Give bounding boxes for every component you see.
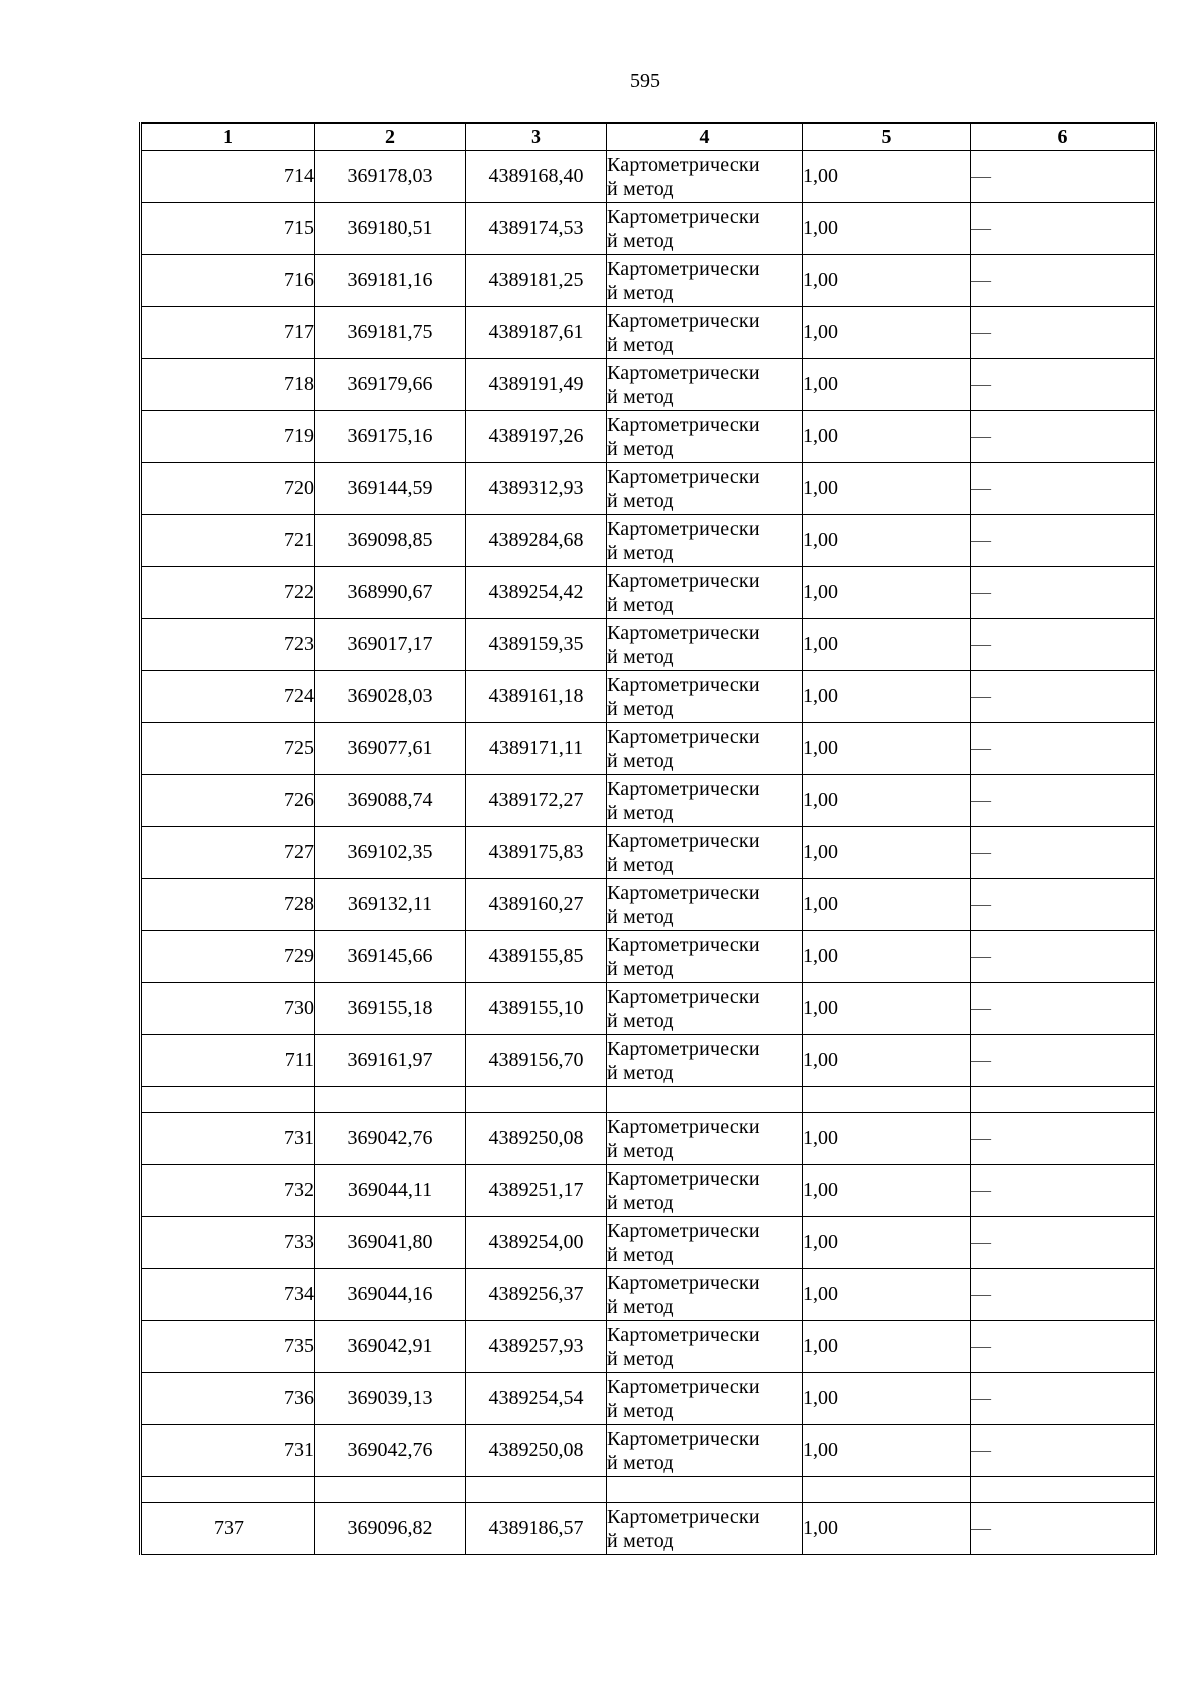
note-cell bbox=[971, 411, 1156, 463]
method-cell bbox=[607, 1269, 803, 1321]
accuracy-cell: 1,00 bbox=[803, 1217, 971, 1269]
x-coordinate-cell: 369044,16 bbox=[315, 1269, 466, 1321]
empty-cell bbox=[466, 1087, 607, 1113]
method-line-2: й метод bbox=[607, 541, 674, 564]
empty-cell bbox=[141, 1087, 315, 1113]
point-number-cell: 737 bbox=[141, 1503, 315, 1555]
method-line-2: й метод bbox=[607, 385, 674, 408]
y-coordinate-cell: 4389174,53 bbox=[466, 203, 607, 255]
point-number-cell: 711 bbox=[141, 1035, 315, 1087]
accuracy-cell: 1,00 bbox=[803, 775, 971, 827]
method-line-1: Картометрически bbox=[607, 985, 760, 1008]
point-number-cell: 715 bbox=[141, 203, 315, 255]
y-coordinate-cell: 4389155,10 bbox=[466, 983, 607, 1035]
method-line-1: Картометрически bbox=[607, 933, 760, 956]
column-header-5: 5 bbox=[803, 123, 971, 151]
dash-mark: — bbox=[971, 737, 991, 759]
y-coordinate-cell: 4389251,17 bbox=[466, 1165, 607, 1217]
dash-mark: — bbox=[971, 945, 991, 967]
table-row bbox=[141, 1425, 1156, 1477]
accuracy-cell: 1,00 bbox=[803, 1113, 971, 1165]
y-coordinate-cell: 4389187,61 bbox=[466, 307, 607, 359]
dash-mark: — bbox=[971, 1049, 991, 1071]
note-cell bbox=[971, 983, 1156, 1035]
method-cell bbox=[607, 671, 803, 723]
x-coordinate-cell: 369175,16 bbox=[315, 411, 466, 463]
point-number-cell: 725 bbox=[141, 723, 315, 775]
table-row bbox=[141, 1165, 1156, 1217]
method-cell bbox=[607, 567, 803, 619]
accuracy-cell: 1,00 bbox=[803, 255, 971, 307]
dash-mark: — bbox=[971, 789, 991, 811]
column-header-1: 1 bbox=[141, 123, 315, 151]
dash-mark: — bbox=[971, 269, 991, 291]
note-cell bbox=[971, 515, 1156, 567]
x-coordinate-cell: 369178,03 bbox=[315, 151, 466, 203]
x-coordinate-cell: 369144,59 bbox=[315, 463, 466, 515]
accuracy-cell: 1,00 bbox=[803, 619, 971, 671]
method-line-1: Картометрически bbox=[607, 361, 760, 384]
y-coordinate-cell: 4389254,00 bbox=[466, 1217, 607, 1269]
y-coordinate-cell: 4389257,93 bbox=[466, 1321, 607, 1373]
page-number: 595 bbox=[630, 70, 660, 92]
point-number-cell: 724 bbox=[141, 671, 315, 723]
y-coordinate-cell: 4389186,57 bbox=[466, 1503, 607, 1555]
point-number-cell: 719 bbox=[141, 411, 315, 463]
x-coordinate-cell: 369132,11 bbox=[315, 879, 466, 931]
method-line-2: й метод bbox=[607, 177, 674, 200]
method-cell bbox=[607, 879, 803, 931]
method-line-1: Картометрически bbox=[607, 1375, 760, 1398]
method-cell bbox=[607, 515, 803, 567]
note-cell bbox=[971, 1035, 1156, 1087]
point-number-cell: 717 bbox=[141, 307, 315, 359]
y-coordinate-cell: 4389256,37 bbox=[466, 1269, 607, 1321]
dash-mark: — bbox=[971, 321, 991, 343]
table-row bbox=[141, 671, 1156, 723]
method-line-2: й метод bbox=[607, 1295, 674, 1318]
x-coordinate-cell: 369088,74 bbox=[315, 775, 466, 827]
method-line-2: й метод bbox=[607, 333, 674, 356]
note-cell bbox=[971, 1269, 1156, 1321]
method-cell bbox=[607, 1165, 803, 1217]
y-coordinate-cell: 4389159,35 bbox=[466, 619, 607, 671]
y-coordinate-cell: 4389172,27 bbox=[466, 775, 607, 827]
note-cell bbox=[971, 1321, 1156, 1373]
method-line-2: й метод bbox=[607, 801, 674, 824]
note-cell bbox=[971, 1165, 1156, 1217]
point-number-cell: 714 bbox=[141, 151, 315, 203]
table-row bbox=[141, 515, 1156, 567]
note-cell bbox=[971, 775, 1156, 827]
column-header-6: 6 bbox=[971, 123, 1156, 151]
point-number-cell: 733 bbox=[141, 1217, 315, 1269]
x-coordinate-cell: 369044,11 bbox=[315, 1165, 466, 1217]
method-line-1: Картометрически bbox=[607, 257, 760, 280]
method-line-1: Картометрически bbox=[607, 309, 760, 332]
point-number-cell: 729 bbox=[141, 931, 315, 983]
method-line-1: Картометрически bbox=[607, 1167, 760, 1190]
empty-cell bbox=[315, 1477, 466, 1503]
empty-cell bbox=[803, 1477, 971, 1503]
note-cell bbox=[971, 879, 1156, 931]
method-line-2: й метод bbox=[607, 1243, 674, 1266]
accuracy-cell: 1,00 bbox=[803, 359, 971, 411]
table-row bbox=[141, 619, 1156, 671]
method-line-2: й метод bbox=[607, 593, 674, 616]
method-cell bbox=[607, 255, 803, 307]
point-number-cell: 716 bbox=[141, 255, 315, 307]
empty-cell bbox=[971, 1477, 1156, 1503]
x-coordinate-cell: 369028,03 bbox=[315, 671, 466, 723]
dash-mark: — bbox=[971, 425, 991, 447]
x-coordinate-cell: 369181,75 bbox=[315, 307, 466, 359]
accuracy-cell: 1,00 bbox=[803, 931, 971, 983]
method-line-1: Картометрически bbox=[607, 673, 760, 696]
x-coordinate-cell: 369179,66 bbox=[315, 359, 466, 411]
method-cell bbox=[607, 307, 803, 359]
note-cell bbox=[971, 567, 1156, 619]
table-row bbox=[141, 203, 1156, 255]
method-line-2: й метод bbox=[607, 1451, 674, 1474]
point-number-cell: 732 bbox=[141, 1165, 315, 1217]
method-line-2: й метод bbox=[607, 905, 674, 928]
table-row bbox=[141, 879, 1156, 931]
point-number-cell: 726 bbox=[141, 775, 315, 827]
x-coordinate-cell: 369161,97 bbox=[315, 1035, 466, 1087]
dash-mark: — bbox=[971, 1517, 991, 1539]
method-cell bbox=[607, 1425, 803, 1477]
method-line-1: Картометрически bbox=[607, 1323, 760, 1346]
method-cell bbox=[607, 723, 803, 775]
dash-mark: — bbox=[971, 997, 991, 1019]
column-header-4: 4 bbox=[607, 123, 803, 151]
table-header-row bbox=[141, 123, 1156, 151]
accuracy-cell: 1,00 bbox=[803, 463, 971, 515]
method-line-1: Картометрически bbox=[607, 829, 760, 852]
accuracy-cell: 1,00 bbox=[803, 879, 971, 931]
method-cell bbox=[607, 1035, 803, 1087]
dash-mark: — bbox=[971, 217, 991, 239]
column-header-2: 2 bbox=[315, 123, 466, 151]
method-cell bbox=[607, 411, 803, 463]
point-number-cell: 730 bbox=[141, 983, 315, 1035]
y-coordinate-cell: 4389250,08 bbox=[466, 1425, 607, 1477]
note-cell bbox=[971, 1373, 1156, 1425]
method-line-2: й метод bbox=[607, 697, 674, 720]
dash-mark: — bbox=[971, 1439, 991, 1461]
accuracy-cell: 1,00 bbox=[803, 723, 971, 775]
accuracy-cell: 1,00 bbox=[803, 1165, 971, 1217]
table-row bbox=[141, 827, 1156, 879]
method-cell bbox=[607, 1113, 803, 1165]
table-spacer-row bbox=[141, 1087, 1156, 1113]
empty-cell bbox=[141, 1477, 315, 1503]
point-number-cell: 731 bbox=[141, 1425, 315, 1477]
method-line-1: Картометрически bbox=[607, 777, 760, 800]
method-line-1: Картометрически bbox=[607, 881, 760, 904]
table-row bbox=[141, 775, 1156, 827]
y-coordinate-cell: 4389181,25 bbox=[466, 255, 607, 307]
y-coordinate-cell: 4389156,70 bbox=[466, 1035, 607, 1087]
method-line-2: й метод bbox=[607, 1529, 674, 1552]
method-line-2: й метод bbox=[607, 1139, 674, 1162]
empty-cell bbox=[607, 1477, 803, 1503]
accuracy-cell: 1,00 bbox=[803, 671, 971, 723]
note-cell bbox=[971, 1217, 1156, 1269]
x-coordinate-cell: 368990,67 bbox=[315, 567, 466, 619]
x-coordinate-cell: 369041,80 bbox=[315, 1217, 466, 1269]
y-coordinate-cell: 4389197,26 bbox=[466, 411, 607, 463]
method-cell bbox=[607, 1503, 803, 1555]
table-row bbox=[141, 1503, 1156, 1555]
x-coordinate-cell: 369077,61 bbox=[315, 723, 466, 775]
method-line-2: й метод bbox=[607, 749, 674, 772]
point-number-cell: 723 bbox=[141, 619, 315, 671]
point-number-cell: 720 bbox=[141, 463, 315, 515]
method-line-1: Картометрически bbox=[607, 621, 760, 644]
accuracy-cell: 1,00 bbox=[803, 1035, 971, 1087]
note-cell bbox=[971, 827, 1156, 879]
table-row bbox=[141, 411, 1156, 463]
table-row bbox=[141, 359, 1156, 411]
x-coordinate-cell: 369155,18 bbox=[315, 983, 466, 1035]
method-cell bbox=[607, 1373, 803, 1425]
table-spacer-row bbox=[141, 1477, 1156, 1503]
empty-cell bbox=[466, 1477, 607, 1503]
x-coordinate-cell: 369102,35 bbox=[315, 827, 466, 879]
method-line-2: й метод bbox=[607, 1009, 674, 1032]
point-number-cell: 718 bbox=[141, 359, 315, 411]
y-coordinate-cell: 4389175,83 bbox=[466, 827, 607, 879]
column-header-3: 3 bbox=[466, 123, 607, 151]
dash-mark: — bbox=[971, 1387, 991, 1409]
dash-mark: — bbox=[971, 529, 991, 551]
y-coordinate-cell: 4389171,11 bbox=[466, 723, 607, 775]
point-number-cell: 731 bbox=[141, 1113, 315, 1165]
y-coordinate-cell: 4389160,27 bbox=[466, 879, 607, 931]
note-cell bbox=[971, 151, 1156, 203]
method-line-2: й метод bbox=[607, 957, 674, 980]
point-number-cell: 734 bbox=[141, 1269, 315, 1321]
y-coordinate-cell: 4389254,42 bbox=[466, 567, 607, 619]
x-coordinate-cell: 369039,13 bbox=[315, 1373, 466, 1425]
dash-mark: — bbox=[971, 841, 991, 863]
method-line-2: й метод bbox=[607, 1347, 674, 1370]
note-cell bbox=[971, 723, 1156, 775]
point-number-cell: 722 bbox=[141, 567, 315, 619]
dash-mark: — bbox=[971, 893, 991, 915]
accuracy-cell: 1,00 bbox=[803, 1321, 971, 1373]
method-cell bbox=[607, 1321, 803, 1373]
method-cell bbox=[607, 931, 803, 983]
x-coordinate-cell: 369145,66 bbox=[315, 931, 466, 983]
accuracy-cell: 1,00 bbox=[803, 203, 971, 255]
x-coordinate-cell: 369042,91 bbox=[315, 1321, 466, 1373]
note-cell bbox=[971, 1503, 1156, 1555]
accuracy-cell: 1,00 bbox=[803, 983, 971, 1035]
method-line-2: й метод bbox=[607, 645, 674, 668]
point-number-cell: 735 bbox=[141, 1321, 315, 1373]
table-row bbox=[141, 567, 1156, 619]
accuracy-cell: 1,00 bbox=[803, 515, 971, 567]
method-line-1: Картометрически bbox=[607, 517, 760, 540]
empty-cell bbox=[607, 1087, 803, 1113]
note-cell bbox=[971, 203, 1156, 255]
table-row bbox=[141, 307, 1156, 359]
table-row bbox=[141, 723, 1156, 775]
method-line-1: Картометрически bbox=[607, 153, 760, 176]
point-number-cell: 721 bbox=[141, 515, 315, 567]
note-cell bbox=[971, 619, 1156, 671]
y-coordinate-cell: 4389312,93 bbox=[466, 463, 607, 515]
method-cell bbox=[607, 203, 803, 255]
method-cell bbox=[607, 359, 803, 411]
method-line-2: й метод bbox=[607, 1191, 674, 1214]
coordinates-table bbox=[139, 122, 1157, 1555]
table-body bbox=[141, 151, 1156, 1555]
dash-mark: — bbox=[971, 373, 991, 395]
table-row bbox=[141, 1217, 1156, 1269]
method-line-1: Картометрически bbox=[607, 1115, 760, 1138]
table-row bbox=[141, 1321, 1156, 1373]
method-line-2: й метод bbox=[607, 1399, 674, 1422]
note-cell bbox=[971, 1425, 1156, 1477]
dash-mark: — bbox=[971, 685, 991, 707]
method-line-1: Картометрически bbox=[607, 1219, 760, 1242]
note-cell bbox=[971, 307, 1156, 359]
table-row bbox=[141, 1269, 1156, 1321]
x-coordinate-cell: 369098,85 bbox=[315, 515, 466, 567]
x-coordinate-cell: 369042,76 bbox=[315, 1113, 466, 1165]
method-line-2: й метод bbox=[607, 853, 674, 876]
method-line-1: Картометрически bbox=[607, 1505, 760, 1528]
note-cell bbox=[971, 1113, 1156, 1165]
method-line-1: Картометрически bbox=[607, 465, 760, 488]
method-line-2: й метод bbox=[607, 489, 674, 512]
method-cell bbox=[607, 151, 803, 203]
accuracy-cell: 1,00 bbox=[803, 1373, 971, 1425]
dash-mark: — bbox=[971, 633, 991, 655]
note-cell bbox=[971, 255, 1156, 307]
table-row bbox=[141, 463, 1156, 515]
table-row bbox=[141, 255, 1156, 307]
empty-cell bbox=[315, 1087, 466, 1113]
dash-mark: — bbox=[971, 1283, 991, 1305]
dash-mark: — bbox=[971, 165, 991, 187]
table-row bbox=[141, 1113, 1156, 1165]
y-coordinate-cell: 4389155,85 bbox=[466, 931, 607, 983]
x-coordinate-cell: 369042,76 bbox=[315, 1425, 466, 1477]
method-line-1: Картометрически bbox=[607, 413, 760, 436]
accuracy-cell: 1,00 bbox=[803, 411, 971, 463]
method-line-1: Картометрически bbox=[607, 1427, 760, 1450]
note-cell bbox=[971, 671, 1156, 723]
empty-cell bbox=[971, 1087, 1156, 1113]
dash-mark: — bbox=[971, 1179, 991, 1201]
method-cell bbox=[607, 983, 803, 1035]
dash-mark: — bbox=[971, 581, 991, 603]
accuracy-cell: 1,00 bbox=[803, 567, 971, 619]
accuracy-cell: 1,00 bbox=[803, 1425, 971, 1477]
method-line-1: Картометрически bbox=[607, 569, 760, 592]
point-number-cell: 736 bbox=[141, 1373, 315, 1425]
dash-mark: — bbox=[971, 1127, 991, 1149]
method-cell bbox=[607, 1217, 803, 1269]
y-coordinate-cell: 4389284,68 bbox=[466, 515, 607, 567]
method-line-2: й метод bbox=[607, 1061, 674, 1084]
dash-mark: — bbox=[971, 1231, 991, 1253]
table-row bbox=[141, 1373, 1156, 1425]
accuracy-cell: 1,00 bbox=[803, 1269, 971, 1321]
x-coordinate-cell: 369181,16 bbox=[315, 255, 466, 307]
method-cell bbox=[607, 463, 803, 515]
note-cell bbox=[971, 359, 1156, 411]
table-row bbox=[141, 151, 1156, 203]
note-cell bbox=[971, 931, 1156, 983]
accuracy-cell: 1,00 bbox=[803, 307, 971, 359]
note-cell bbox=[971, 463, 1156, 515]
table-row bbox=[141, 1035, 1156, 1087]
empty-cell bbox=[803, 1087, 971, 1113]
y-coordinate-cell: 4389254,54 bbox=[466, 1373, 607, 1425]
point-number-cell: 728 bbox=[141, 879, 315, 931]
x-coordinate-cell: 369096,82 bbox=[315, 1503, 466, 1555]
method-line-1: Картометрически bbox=[607, 725, 760, 748]
method-line-1: Картометрически bbox=[607, 1271, 760, 1294]
accuracy-cell: 1,00 bbox=[803, 1503, 971, 1555]
x-coordinate-cell: 369017,17 bbox=[315, 619, 466, 671]
y-coordinate-cell: 4389191,49 bbox=[466, 359, 607, 411]
accuracy-cell: 1,00 bbox=[803, 827, 971, 879]
y-coordinate-cell: 4389250,08 bbox=[466, 1113, 607, 1165]
table-row bbox=[141, 931, 1156, 983]
method-cell bbox=[607, 827, 803, 879]
x-coordinate-cell: 369180,51 bbox=[315, 203, 466, 255]
dash-mark: — bbox=[971, 1335, 991, 1357]
method-line-1: Картометрически bbox=[607, 205, 760, 228]
method-line-2: й метод bbox=[607, 437, 674, 460]
method-cell bbox=[607, 775, 803, 827]
method-cell bbox=[607, 619, 803, 671]
dash-mark: — bbox=[971, 477, 991, 499]
table-row bbox=[141, 983, 1156, 1035]
accuracy-cell: 1,00 bbox=[803, 151, 971, 203]
point-number-cell: 727 bbox=[141, 827, 315, 879]
method-line-2: й метод bbox=[607, 281, 674, 304]
method-line-2: й метод bbox=[607, 229, 674, 252]
y-coordinate-cell: 4389168,40 bbox=[466, 151, 607, 203]
method-line-1: Картометрически bbox=[607, 1037, 760, 1060]
y-coordinate-cell: 4389161,18 bbox=[466, 671, 607, 723]
